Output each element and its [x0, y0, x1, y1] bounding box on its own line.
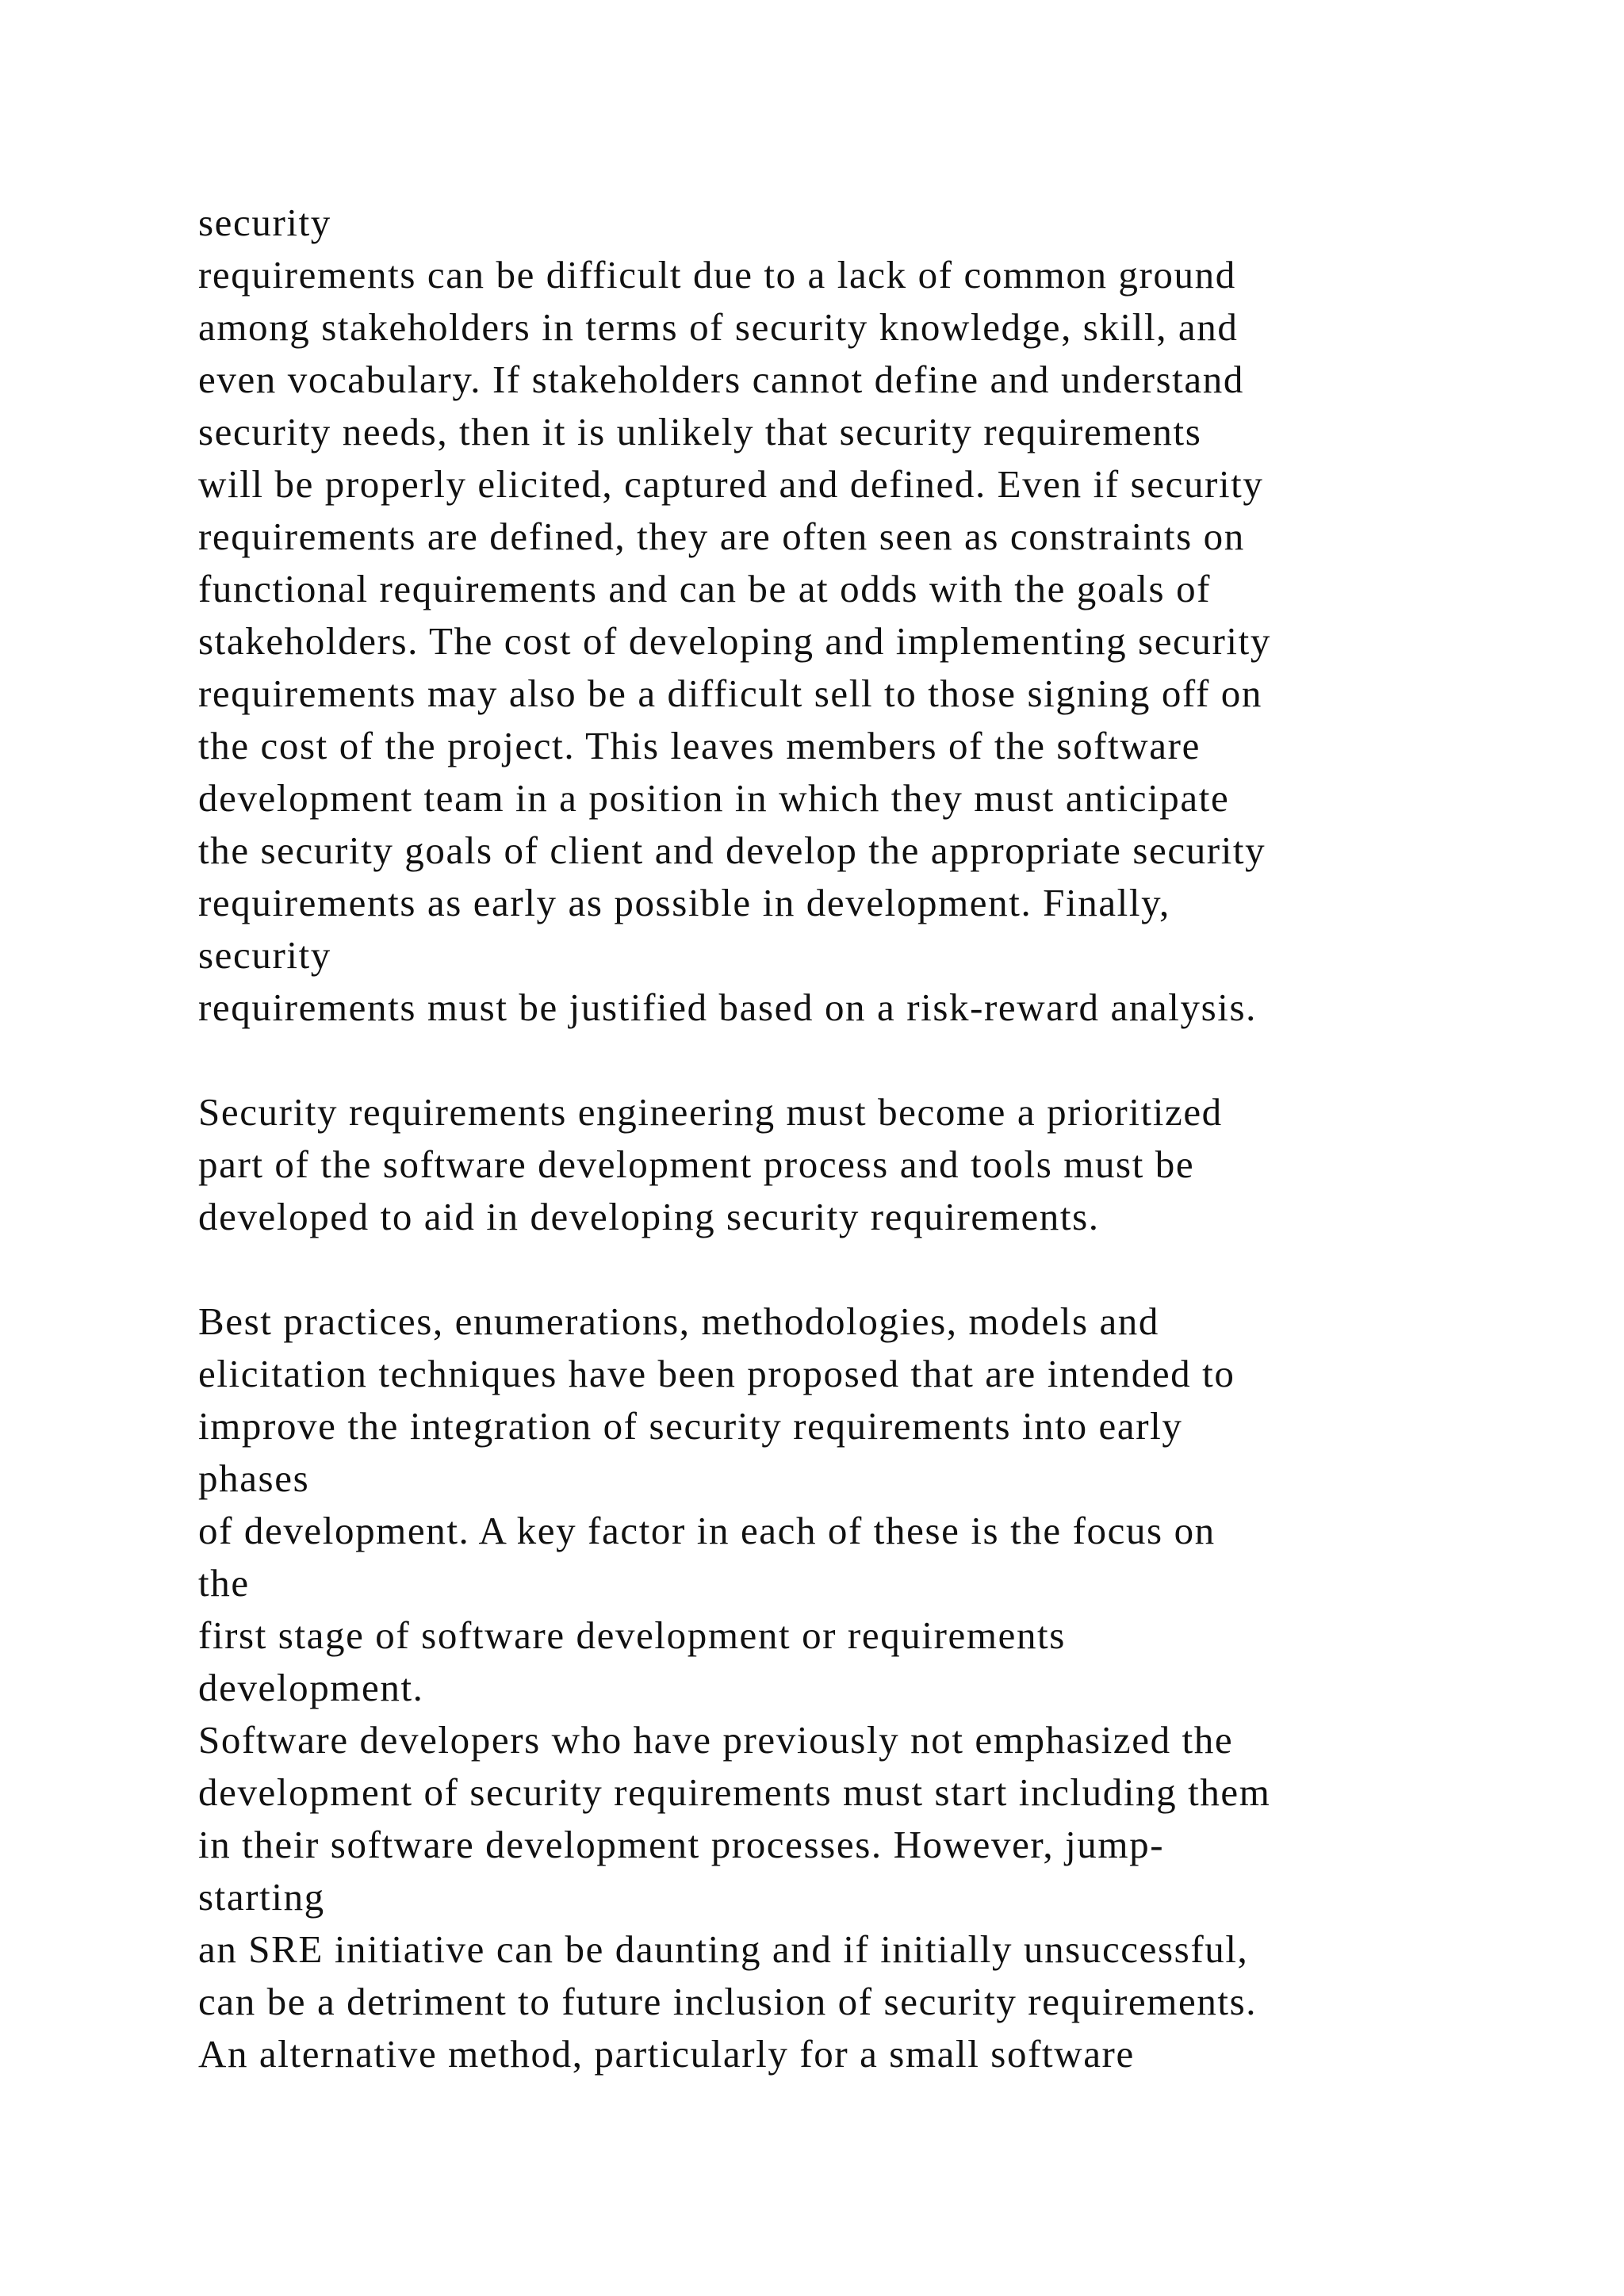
text-line: development.: [198, 1666, 424, 1709]
text-line: An alternative method, particularly for a small software: [198, 2032, 1135, 2076]
text-line: an SRE initiative can be daunting and if initially unsuccessful,: [198, 1927, 1249, 1971]
text-line: in their software development processes. However, jump-: [198, 1823, 1165, 1866]
paragraph-3: [198, 1295, 1546, 2080]
text-line: Software developers who have previously not emphasized the: [198, 1718, 1234, 1762]
text-line: phases: [198, 1456, 310, 1500]
paragraph-gap: [198, 1243, 1546, 1295]
text-line: Best practices, enumerations, methodologies, models and: [198, 1299, 1160, 1343]
text-line: development of security requirements must start including them: [198, 1770, 1271, 1814]
text-line: functional requirements and can be at odds with the goals of: [198, 567, 1212, 610]
text-line: starting: [198, 1875, 325, 1919]
text-line: requirements as early as possible in development. Finally,: [198, 881, 1170, 924]
text-line: requirements must be justified based on a risk-reward analysis.: [198, 985, 1257, 1029]
text-line: elicitation techniques have been proposed that are intended to: [198, 1352, 1235, 1395]
text-line: development team in a position in which they must anticipate: [198, 776, 1230, 820]
text-line: improve the integration of security requirements into early: [198, 1404, 1183, 1448]
text-line: requirements may also be a difficult sell to those signing off on: [198, 672, 1262, 715]
text-line: the cost of the project. This leaves members of the software: [198, 724, 1201, 767]
text-line: the: [198, 1561, 250, 1605]
text-line: among stakeholders in terms of security knowledge, skill, and: [198, 305, 1239, 349]
text-line: can be a detriment to future inclusion of security requirements.: [198, 1980, 1258, 2023]
text-line: security: [198, 201, 331, 244]
paragraph-1: [198, 197, 1546, 1034]
text-line: developed to aid in developing security requirements.: [198, 1195, 1100, 1238]
text-line: first stage of software development or requirements: [198, 1613, 1066, 1657]
paragraph-gap: [198, 1034, 1546, 1086]
text-line: security needs, then it is unlikely that security requirements: [198, 410, 1202, 453]
text-line: requirements are defined, they are often seen as constraints on: [198, 515, 1245, 558]
paragraph-2: [198, 1086, 1546, 1243]
text-line: the security goals of client and develop the appropriate security: [198, 828, 1266, 872]
text-line: part of the software development process and tools must be: [198, 1142, 1195, 1186]
text-line: of development. A key factor in each of these is the focus on: [198, 1509, 1216, 1552]
text-line: security: [198, 933, 331, 977]
text-line: requirements can be difficult due to a lack of common ground: [198, 253, 1236, 297]
document-body: [198, 197, 1546, 2080]
text-line: Security requirements engineering must become a prioritized: [198, 1090, 1223, 1134]
text-line: even vocabulary. If stakeholders cannot define and understand: [198, 358, 1244, 401]
text-line: stakeholders. The cost of developing and implementing security: [198, 619, 1271, 663]
text-line: will be properly elicited, captured and defined. Even if security: [198, 462, 1264, 506]
